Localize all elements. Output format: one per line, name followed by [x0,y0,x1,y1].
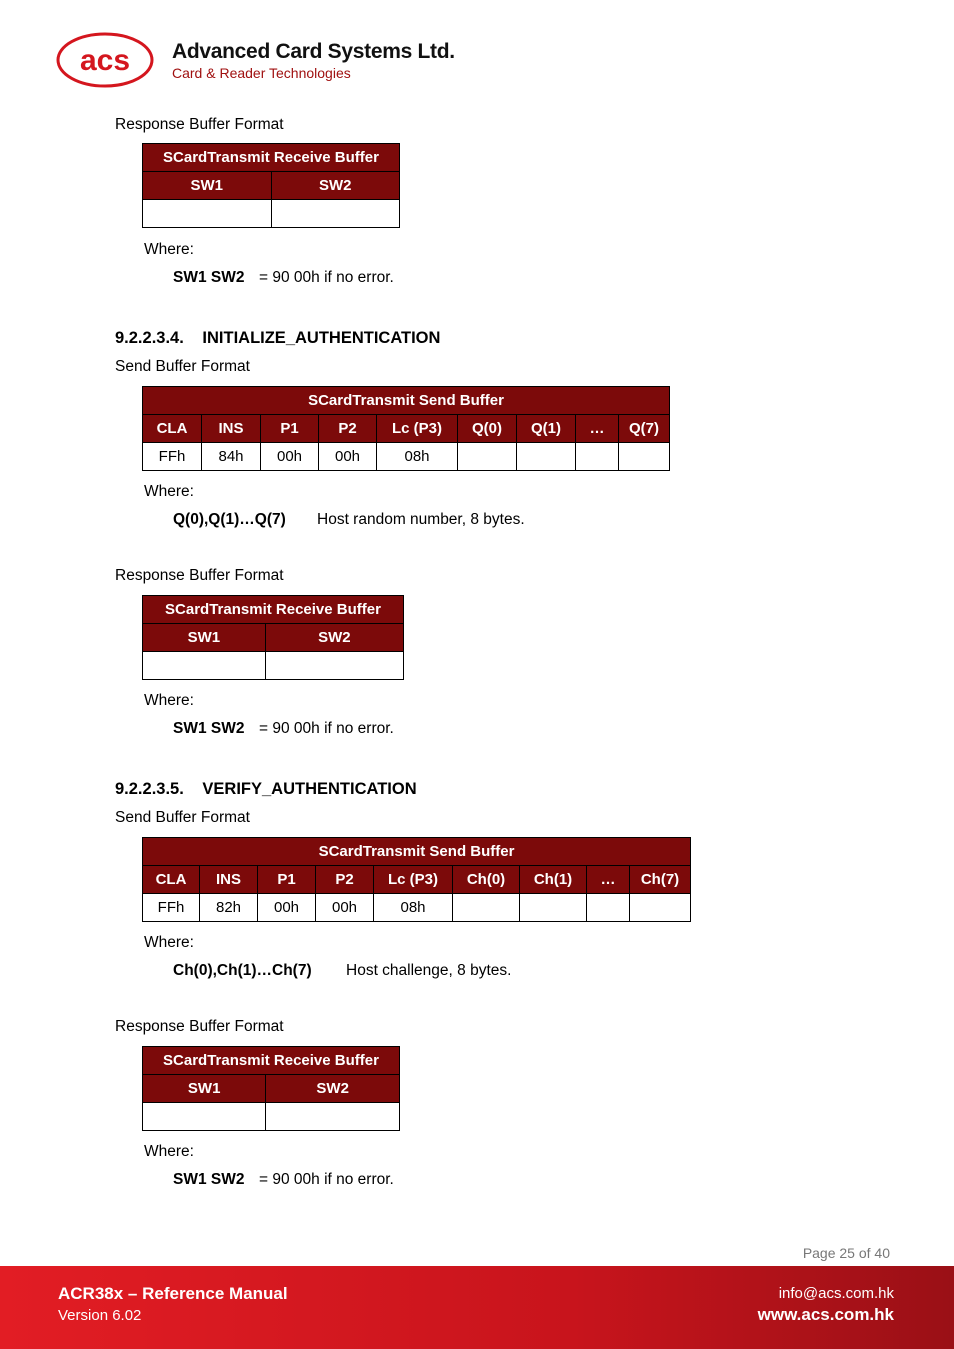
table-cell: 08h [377,443,458,471]
column-header: SW1 [143,172,272,200]
column-header: … [576,415,619,443]
column-header: SW1 [143,624,266,652]
table-cell [453,894,520,922]
column-header: Q(7) [619,415,670,443]
definition-term: Q(0),Q(1)…Q(7) [173,511,286,528]
table-cell [143,1103,266,1131]
table-cell: 82h [200,894,258,922]
where-label: Where: [144,1143,194,1160]
column-header: P1 [258,866,316,894]
table-title: SCardTransmit Receive Buffer [143,144,400,172]
column-header: P2 [316,866,374,894]
column-header: INS [202,415,261,443]
where-label: Where: [144,483,194,500]
column-header: P1 [261,415,319,443]
send-buffer-table [142,837,691,922]
footer-bar [0,1266,954,1349]
company-tagline: Card & Reader Technologies [172,65,351,81]
definition-text: = 90 00h if no error. [259,720,394,737]
table-title: SCardTransmit Receive Buffer [143,596,404,624]
table-title: SCardTransmit Receive Buffer [143,1047,400,1075]
send-buffer-label: Send Buffer Format [115,809,250,826]
definition-term: Ch(0),Ch(1)…Ch(7) [173,962,312,979]
where-label: Where: [144,241,194,258]
table-cell [576,443,619,471]
table-title: SCardTransmit Send Buffer [143,387,670,415]
where-label: Where: [144,692,194,709]
column-header: Lc (P3) [377,415,458,443]
send-buffer-table [142,386,670,471]
receive-buffer-table [142,1046,400,1131]
definition-text: Host challenge, 8 bytes. [346,962,512,979]
table-cell: 00h [316,894,374,922]
table-cell: 08h [374,894,453,922]
response-buffer-label: Response Buffer Format [115,116,284,133]
table-cell [517,443,576,471]
definition-text: = 90 00h if no error. [259,1171,394,1188]
response-buffer-label: Response Buffer Format [115,1018,284,1035]
column-header: SW2 [265,624,403,652]
response-buffer-label: Response Buffer Format [115,567,284,584]
column-header: INS [200,866,258,894]
heading-title: VERIFY_AUTHENTICATION [202,780,417,798]
table-cell [619,443,670,471]
table-cell [271,200,400,228]
column-header: P2 [319,415,377,443]
section-heading [115,329,440,348]
svg-text:acs: acs [79,44,131,77]
send-buffer-label: Send Buffer Format [115,358,250,375]
table-cell: 84h [202,443,261,471]
column-header: Q(0) [458,415,517,443]
column-header: … [587,866,630,894]
section-heading [115,780,417,799]
table-cell: 00h [319,443,377,471]
website-link[interactable]: www.acs.com.hk [757,1305,894,1324]
table-cell [143,652,266,680]
column-header: SW2 [271,172,400,200]
column-header: Ch(0) [453,866,520,894]
table-title: SCardTransmit Send Buffer [143,838,691,866]
column-header: CLA [143,866,200,894]
table-cell: 00h [261,443,319,471]
acs-logo-icon [56,32,154,88]
table-cell [630,894,691,922]
column-header: Ch(1) [520,866,587,894]
contact-email[interactable]: info@acs.com.hk [778,1285,894,1302]
table-cell: 00h [258,894,316,922]
column-header: Ch(7) [630,866,691,894]
heading-title: INITIALIZE_AUTHENTICATION [202,329,441,347]
table-cell [266,1103,400,1131]
manual-title: ACR38x – Reference Manual [58,1284,288,1303]
table-cell: FFh [143,443,202,471]
definition-term: SW1 SW2 [173,720,245,737]
page-number: Page 25 of 40 [802,1245,890,1261]
definition-text: Host random number, 8 bytes. [317,511,525,528]
table-cell [520,894,587,922]
definition-term: SW1 SW2 [173,1171,245,1188]
column-header: Lc (P3) [374,866,453,894]
table-cell [458,443,517,471]
table-cell [587,894,630,922]
heading-number: 9.2.2.3.5. [115,780,184,798]
column-header: SW1 [143,1075,266,1103]
column-header: SW2 [266,1075,400,1103]
column-header: Q(1) [517,415,576,443]
receive-buffer-table [142,143,400,228]
where-label: Where: [144,934,194,951]
table-cell: FFh [143,894,200,922]
company-name: Advanced Card Systems Ltd. [172,40,455,63]
heading-number: 9.2.2.3.4. [115,329,184,347]
column-header: CLA [143,415,202,443]
receive-buffer-table [142,595,404,680]
table-cell [265,652,403,680]
definition-term: SW1 SW2 [173,269,245,286]
table-cell [143,200,272,228]
manual-version: Version 6.02 [58,1307,142,1324]
definition-text: = 90 00h if no error. [259,269,394,286]
